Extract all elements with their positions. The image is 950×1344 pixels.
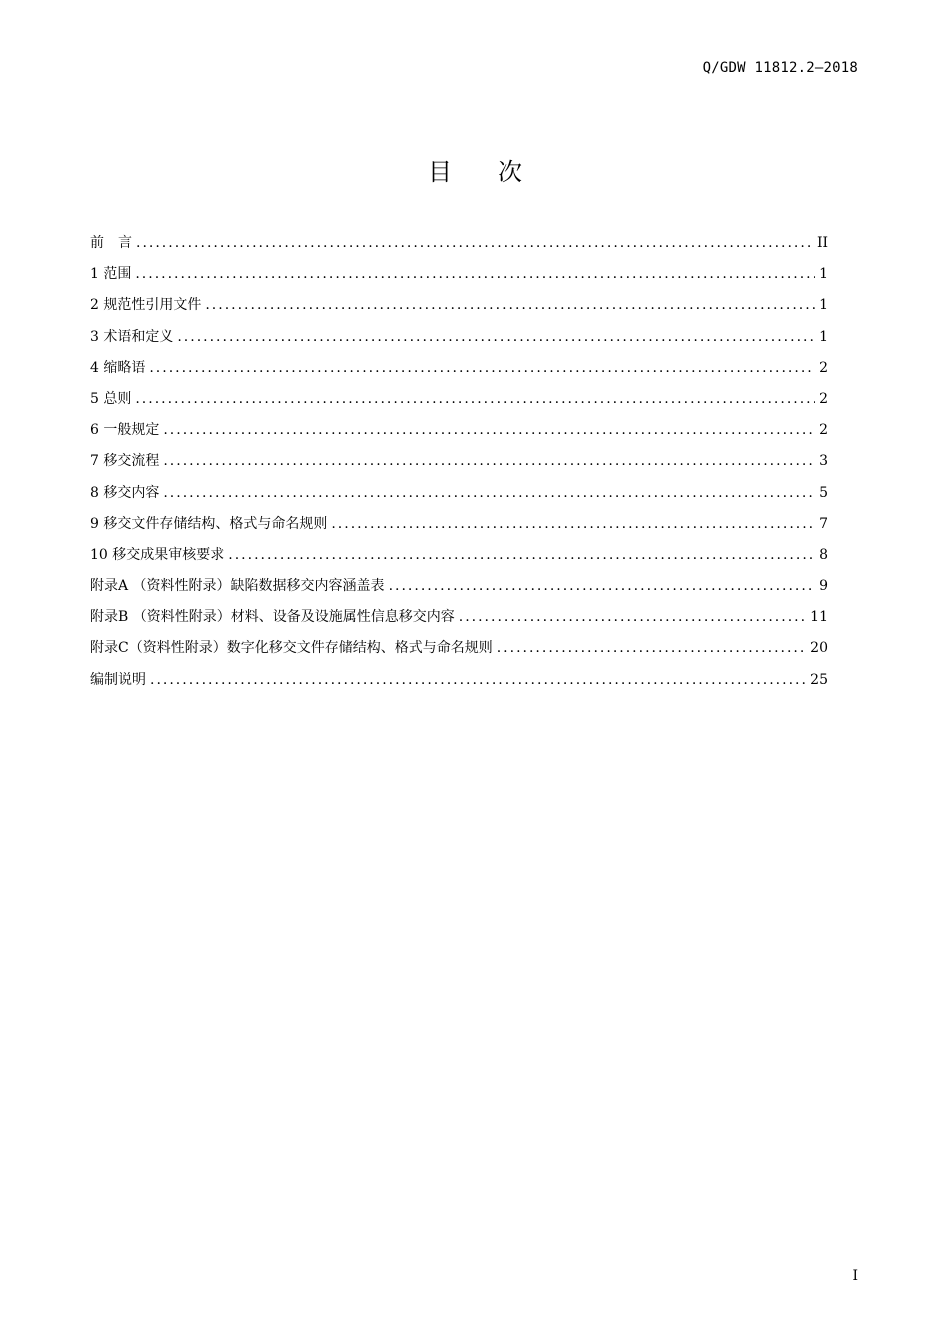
table-of-contents: [90, 232, 828, 700]
document-number: Q/GDW 11812.2—2018: [702, 60, 858, 76]
toc-entry-label: 8 移交内容: [90, 484, 160, 501]
toc-leader-dots: [150, 669, 806, 691]
toc-entry-appendix-b[interactable]: [90, 606, 828, 637]
page-number: I: [852, 1268, 858, 1284]
toc-entry-handover-process[interactable]: [90, 450, 828, 481]
toc-page-number: 7: [819, 515, 828, 532]
toc-entry-general-principles[interactable]: [90, 388, 828, 419]
toc-entry-label: 6 一般规定: [90, 422, 160, 439]
toc-leader-dots: [149, 357, 815, 379]
page-title: 目次: [428, 158, 568, 186]
toc-entry-handover-content[interactable]: [90, 482, 828, 513]
toc-leader-dots: [135, 388, 815, 410]
toc-page-number: 11: [810, 609, 828, 626]
toc-leader-dots: [163, 482, 815, 504]
toc-leader-dots: [135, 263, 815, 285]
toc-leader-dots: [459, 606, 806, 628]
toc-entry-foreword[interactable]: [90, 232, 828, 263]
toc-entry-review-requirements[interactable]: [90, 544, 828, 575]
toc-page-number: 9: [819, 578, 828, 595]
toc-leader-dots: [389, 575, 816, 597]
toc-page-number: 20: [810, 640, 828, 657]
toc-leader-dots: [497, 637, 806, 659]
toc-leader-dots: [331, 513, 815, 535]
toc-entry-label: 9 移交文件存储结构、格式与命名规则: [90, 515, 328, 532]
toc-leader-dots: [136, 232, 813, 254]
toc-entry-label: 附录B （资料性附录）材料、设备及设施属性信息移交内容: [90, 609, 455, 626]
toc-entry-label: 5 总则: [90, 390, 132, 407]
toc-entry-appendix-a[interactable]: [90, 575, 828, 606]
toc-entry-label: 编制说明: [90, 671, 146, 688]
toc-entry-file-storage-rules[interactable]: [90, 513, 828, 544]
toc-leader-dots: [177, 326, 815, 348]
toc-entry-abbreviations[interactable]: [90, 357, 828, 388]
toc-leader-dots: [205, 294, 815, 316]
toc-entry-compilation-notes[interactable]: [90, 669, 828, 700]
toc-entry-label: 附录A （资料性附录）缺陷数据移交内容涵盖表: [90, 578, 385, 595]
toc-page-number: 2: [819, 422, 828, 439]
toc-entry-label: 4 缩略语: [90, 359, 146, 376]
toc-leader-dots: [163, 450, 815, 472]
toc-page-number: 3: [819, 453, 828, 470]
toc-entry-label: 10 移交成果审核要求: [90, 546, 225, 563]
toc-page-number: 2: [819, 390, 828, 407]
toc-page-number: II: [816, 235, 828, 251]
toc-entry-label: 7 移交流程: [90, 453, 160, 470]
toc-page-number: 8: [819, 546, 828, 563]
toc-page-number: 25: [810, 671, 828, 688]
toc-entry-label: 3 术语和定义: [90, 328, 174, 345]
toc-entry-terms-definitions[interactable]: [90, 326, 828, 357]
toc-entry-label: 1 范围: [90, 266, 132, 283]
toc-page-number: 1: [819, 266, 828, 283]
toc-leader-dots: [228, 544, 815, 566]
toc-entry-scope[interactable]: [90, 263, 828, 294]
toc-entry-label: 2 规范性引用文件: [90, 297, 202, 314]
toc-page-number: 2: [819, 359, 828, 376]
toc-page-number: 1: [819, 297, 828, 314]
toc-entry-label: 前 言: [90, 235, 132, 251]
toc-entry-appendix-c[interactable]: [90, 637, 828, 668]
toc-entry-general-provisions[interactable]: [90, 419, 828, 450]
toc-entry-normative-references[interactable]: [90, 294, 828, 325]
toc-leader-dots: [163, 419, 815, 441]
toc-page-number: 1: [819, 328, 828, 345]
toc-page-number: 5: [819, 484, 828, 501]
toc-entry-label: 附录C（资料性附录）数字化移交文件存储结构、格式与命名规则: [90, 640, 493, 657]
